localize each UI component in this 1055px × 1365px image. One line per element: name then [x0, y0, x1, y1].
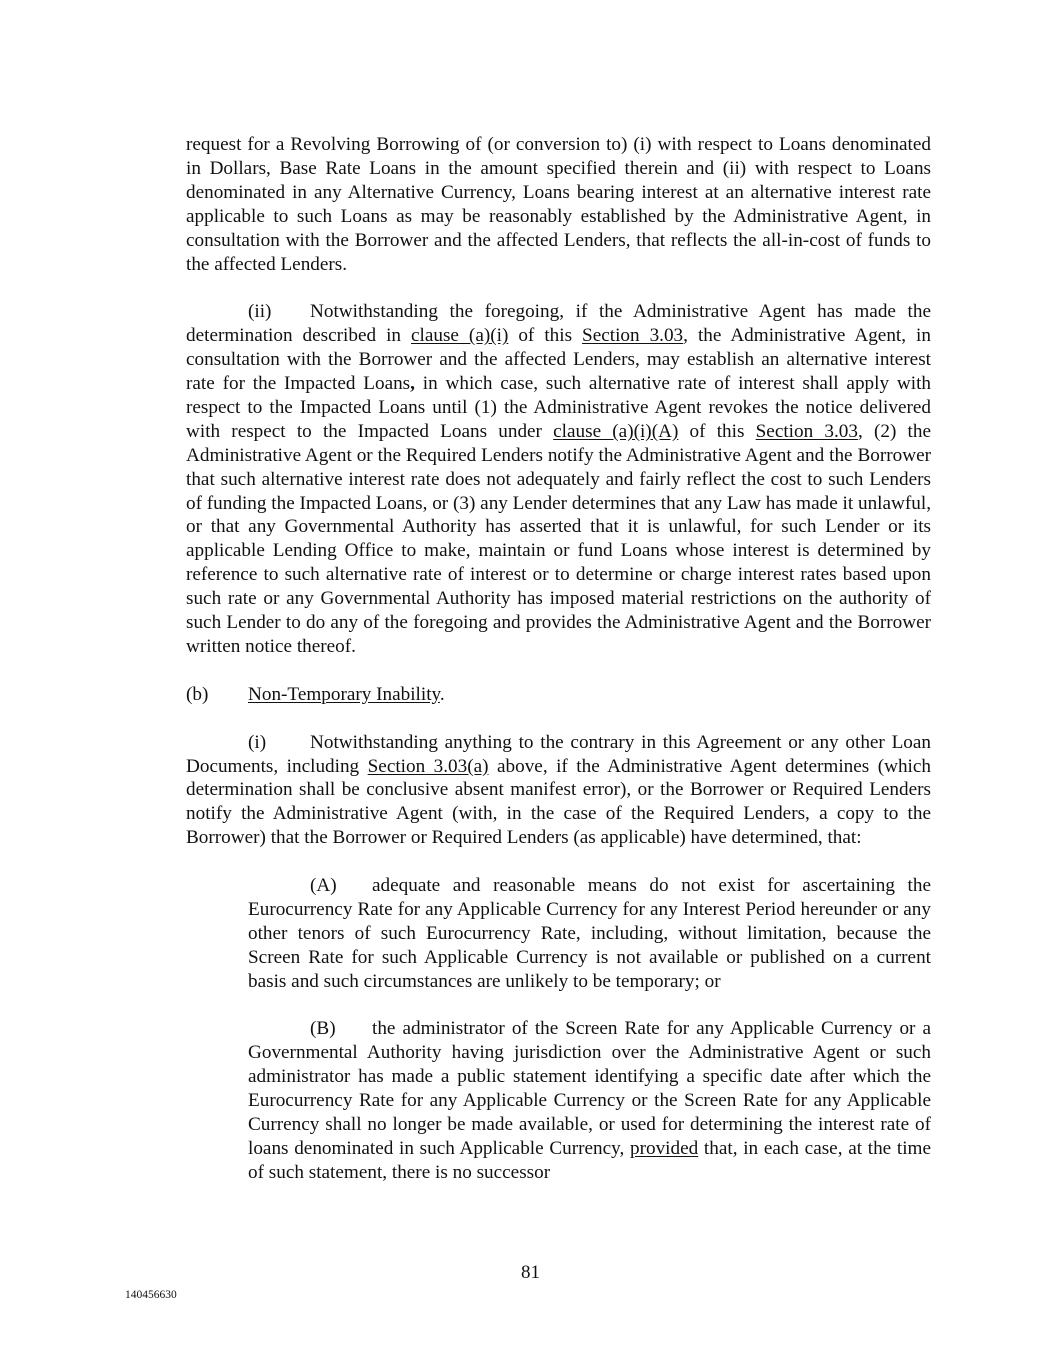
- text-run: ,: [410, 373, 415, 395]
- document-id: 140456630: [125, 1289, 177, 1301]
- cross-reference: Section 3.03: [582, 325, 684, 347]
- section-heading-b: [186, 683, 931, 707]
- text-run: adequate and reasonable means do not exist for ascertaining the Eurocurrency Rate for any Applicable Currency for any Interest Period hereunder or any other tenors of such Eurocurrency Rate, including, without limitation, because the Screen Rate for such Applicable Currency is not available or published on a current basis and such circumstances are unlikely to be temporary; or: [248, 875, 931, 992]
- text-run: in which case, such alternative rate of interest shall apply with respect to the Impacted Loans until (1) the Administrative Agent revokes the notice delivered with respect to the Impacted Loans under: [186, 373, 931, 442]
- clause-label: (B): [310, 1018, 336, 1040]
- text-run: Notwithstanding anything to the contrary in this Agreement or any other Loan Documents, including: [186, 731, 931, 777]
- document-body: [186, 133, 931, 1209]
- text-run: .: [439, 683, 445, 705]
- subclause-B: [248, 1017, 931, 1184]
- text-run: , (2) the Administrative Agent or the Required Lenders notify the Administrative Agent and the Borrower that such alternative interest rate does not adequately and fairly reflect the cost to such Lenders of funding the Impacted Loans, or (3) any Lender determines that any Law has made it unlawful, or that any Governmental Authority has asserted that it is unlawful, for such Lender or its applicable Lending Office to make, maintain or fund Loans whose interest is determined by reference to such alternative rate of interest or to determine or charge interest rates based upon such rate or any Governmental Authority has imposed material restrictions on the authority of such Lender to do any of the foregoing and provides the Administrative Agent and the Borrower written notice thereof.: [186, 420, 931, 658]
- section-title: Non-Temporary Inability: [248, 683, 440, 705]
- section-label: (b): [186, 683, 209, 705]
- cross-reference: clause (a)(i): [411, 325, 509, 347]
- cross-reference: Section 3.03(a): [367, 755, 489, 777]
- text-run: Notwithstanding the foregoing, if the Administrative Agent has made the determination described in: [186, 301, 931, 347]
- paragraph-continuation: request for a Revolving Borrowing of (or conversion to) (i) with respect to Loans denominated in Dollars, Base Rate Loans in the amount specified therein and (ii) with respect to Loans denominated in any Alternative Currency, Loans bearing interest at an alternative interest rate applicable to such Loans as may be reasonably established by the Administrative Agent, in consultation with the Borrower and the affected Lenders, that reflects the all-in-cost of funds to the affected Lenders.: [186, 134, 931, 275]
- clause-label: (A): [310, 875, 337, 897]
- text-run: of this: [508, 325, 583, 347]
- page-number: 81: [521, 1262, 540, 1283]
- text-run: that, in each case, at the time of such statement, there is no successor: [248, 1137, 931, 1183]
- defined-term: provided: [630, 1137, 699, 1159]
- cross-reference: Section 3.03: [755, 420, 858, 442]
- text-run: , the Administrative Agent, in consultation with the Borrower and the affected Lenders, may establish an alternative interest rate for the Impacted Loans: [186, 325, 931, 395]
- paragraph-i: [186, 731, 931, 851]
- cross-reference: clause (a)(i)(A): [553, 420, 679, 442]
- paragraph-ii: [186, 300, 931, 659]
- clause-label: (i): [248, 731, 267, 753]
- text-run: above, if the Administrative Agent determines (which determination shall be conclusive absent manifest error), or the Borrower or Required Lenders notify the Administrative Agent (with, in the case of the Required Lenders, a copy to the Borrower) that the Borrower or Required Lenders (as applicable) have determined, that:: [186, 755, 931, 849]
- text-run: of this: [678, 420, 756, 442]
- subclause-list: [248, 874, 931, 1185]
- subclause-A: [248, 874, 931, 994]
- text-run: the administrator of the Screen Rate for any Applicable Currency or a Governmental Authority having jurisdiction over the Administrative Agent or such administrator has made a public statement identifying a specific date after which the Eurocurrency Rate for any Applicable Currency or the Screen Rate for any Applicable Currency shall no longer be made available, or used for determining the interest rate of loans denominated in such Applicable Currency,: [248, 1018, 931, 1159]
- clause-label: (ii): [248, 301, 272, 323]
